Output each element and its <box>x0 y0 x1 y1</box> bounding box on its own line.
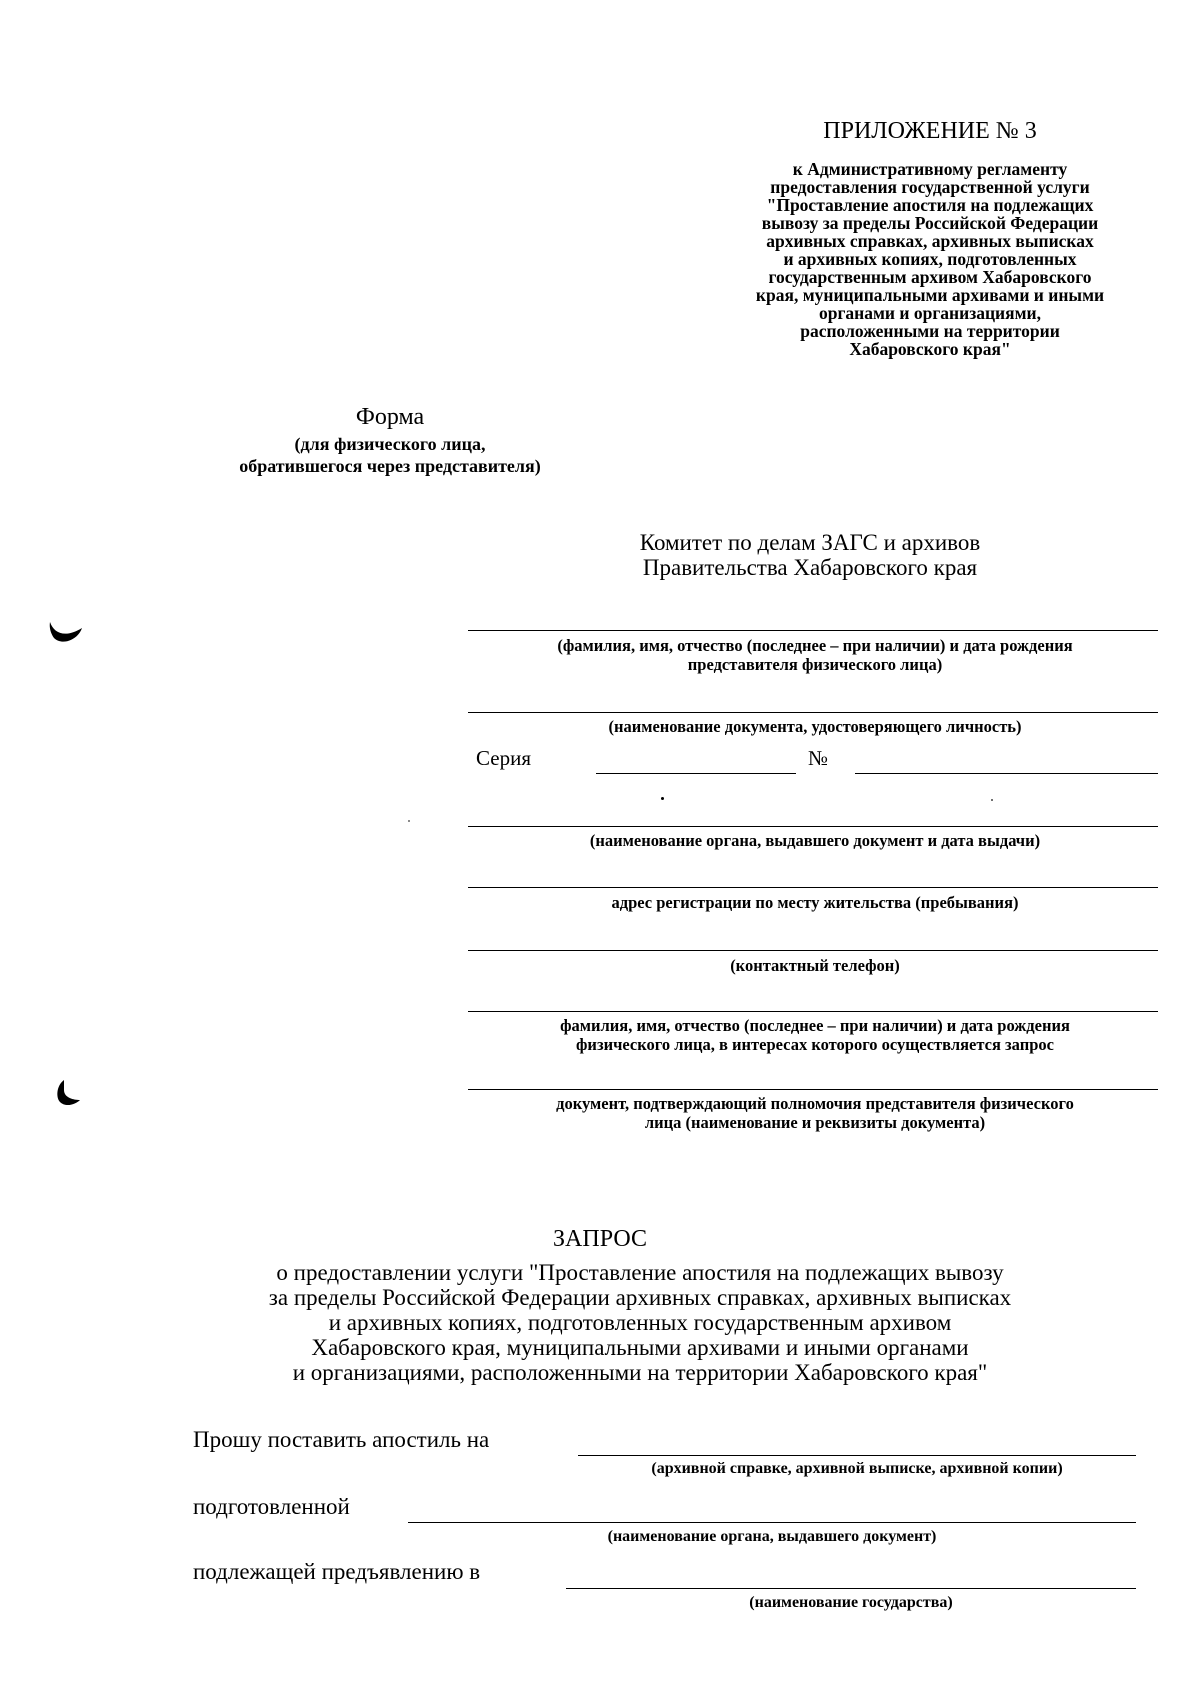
rep-name-field[interactable] <box>468 630 1158 631</box>
series-label: Серия <box>476 746 531 770</box>
speck <box>991 799 993 801</box>
request-subject <box>140 1260 1140 1385</box>
speck <box>408 820 410 822</box>
request-line: и архивных копиях, подготовленных государственным архивом <box>328 1310 952 1335</box>
form-note-line: обратившегося через представителя) <box>239 456 541 476</box>
form-note-line: (для физического лица, <box>294 434 486 454</box>
request-line: и организациями, расположенными на территории Хабаровского края" <box>292 1360 988 1385</box>
punch-hole-mark <box>48 618 84 646</box>
person-caption <box>465 1016 1165 1054</box>
appendix-line: предоставления государственной услуги <box>770 177 1090 197</box>
authority-document-caption <box>465 1094 1165 1132</box>
apostille-caption: (архивной справке, архивной выписке, архивной копии) <box>651 1460 1063 1477</box>
authority-document-field[interactable] <box>468 1089 1158 1090</box>
prepared-by-field[interactable] <box>408 1522 1136 1523</box>
appendix-line: и архивных копиях, подготовленных <box>783 249 1077 269</box>
appendix-line: Хабаровского края" <box>849 339 1011 359</box>
appendix-line: архивных справках, архивных выписках <box>766 231 1094 251</box>
appendix-line: государственным архивом Хабаровского <box>768 267 1092 287</box>
appendix-line: вывозу за пределы Российской Федерации <box>761 213 1099 233</box>
caption-line: (фамилия, имя, отчество (последнее – при наличии) и дата рождения <box>557 636 1073 655</box>
form-title: Форма <box>355 404 425 430</box>
appendix-title: ПРИЛОЖЕНИЕ № 3 <box>823 118 1037 144</box>
caption-line: лица (наименование и реквизиты документа) <box>644 1113 986 1132</box>
request-line: за пределы Российской Федерации архивных справках, архивных выписках <box>268 1285 1012 1310</box>
id-document-caption: (наименование документа, удостоверяющего личность) <box>608 717 1022 736</box>
form-note <box>180 433 600 477</box>
appendix-reference <box>672 160 1188 358</box>
appendix-line: органами и организациями, <box>819 303 1041 323</box>
appendix-line: к Административному регламенту <box>792 159 1068 179</box>
prepared-label: подготовленной <box>193 1494 350 1519</box>
apostille-document-field[interactable] <box>578 1455 1136 1456</box>
issuer-caption: (наименование органа, выдавшего документ и дата выдачи) <box>589 831 1041 850</box>
person-field[interactable] <box>468 1011 1158 1012</box>
committee-line: Комитет по делам ЗАГС и архивов <box>639 530 981 555</box>
request-line: о предоставлении услуги "Проставление апостиля на подлежащих вывозу <box>276 1260 1004 1285</box>
present-caption: (наименование государства) <box>749 1594 953 1611</box>
caption-line: физического лица, в интересах которого осуществляется запрос <box>576 1035 1054 1054</box>
committee-line: Правительства Хабаровского края <box>642 555 978 580</box>
address-field[interactable] <box>468 887 1158 888</box>
caption-line: документ, подтверждающий полномочия представителя физического <box>556 1094 1074 1113</box>
appendix-line: "Проставление апостиля на подлежащих <box>766 195 1094 215</box>
rep-name-caption <box>465 636 1165 674</box>
address-caption: адрес регистрации по месту жительства (пребывания) <box>611 893 1019 912</box>
caption-line: представителя физического лица) <box>687 655 943 674</box>
caption-line: фамилия, имя, отчество (последнее – при наличии) и дата рождения <box>560 1016 1070 1035</box>
punch-hole-mark <box>50 1078 82 1112</box>
request-line: Хабаровского края, муниципальными архивами и иными органами <box>311 1335 969 1360</box>
apostille-label: Прошу поставить апостиль на <box>193 1427 490 1452</box>
speck <box>661 797 664 800</box>
appendix-line: расположенными на территории <box>800 321 1060 341</box>
number-label: № <box>808 746 829 770</box>
appendix-line: края, муниципальными архивами и иными <box>755 285 1105 305</box>
present-label: подлежащей предъявлению в <box>193 1559 481 1584</box>
id-document-field[interactable] <box>468 712 1158 713</box>
present-country-field[interactable] <box>566 1588 1136 1589</box>
issuer-field[interactable] <box>468 826 1158 827</box>
request-title: ЗАПРОС <box>553 1226 647 1252</box>
number-field[interactable] <box>855 773 1158 774</box>
phone-caption: (контактный телефон) <box>730 956 900 975</box>
prepared-caption: (наименование органа, выдавшего документ) <box>607 1528 937 1545</box>
phone-field[interactable] <box>468 950 1158 951</box>
addressee-committee <box>560 530 1060 580</box>
series-field[interactable] <box>596 773 796 774</box>
